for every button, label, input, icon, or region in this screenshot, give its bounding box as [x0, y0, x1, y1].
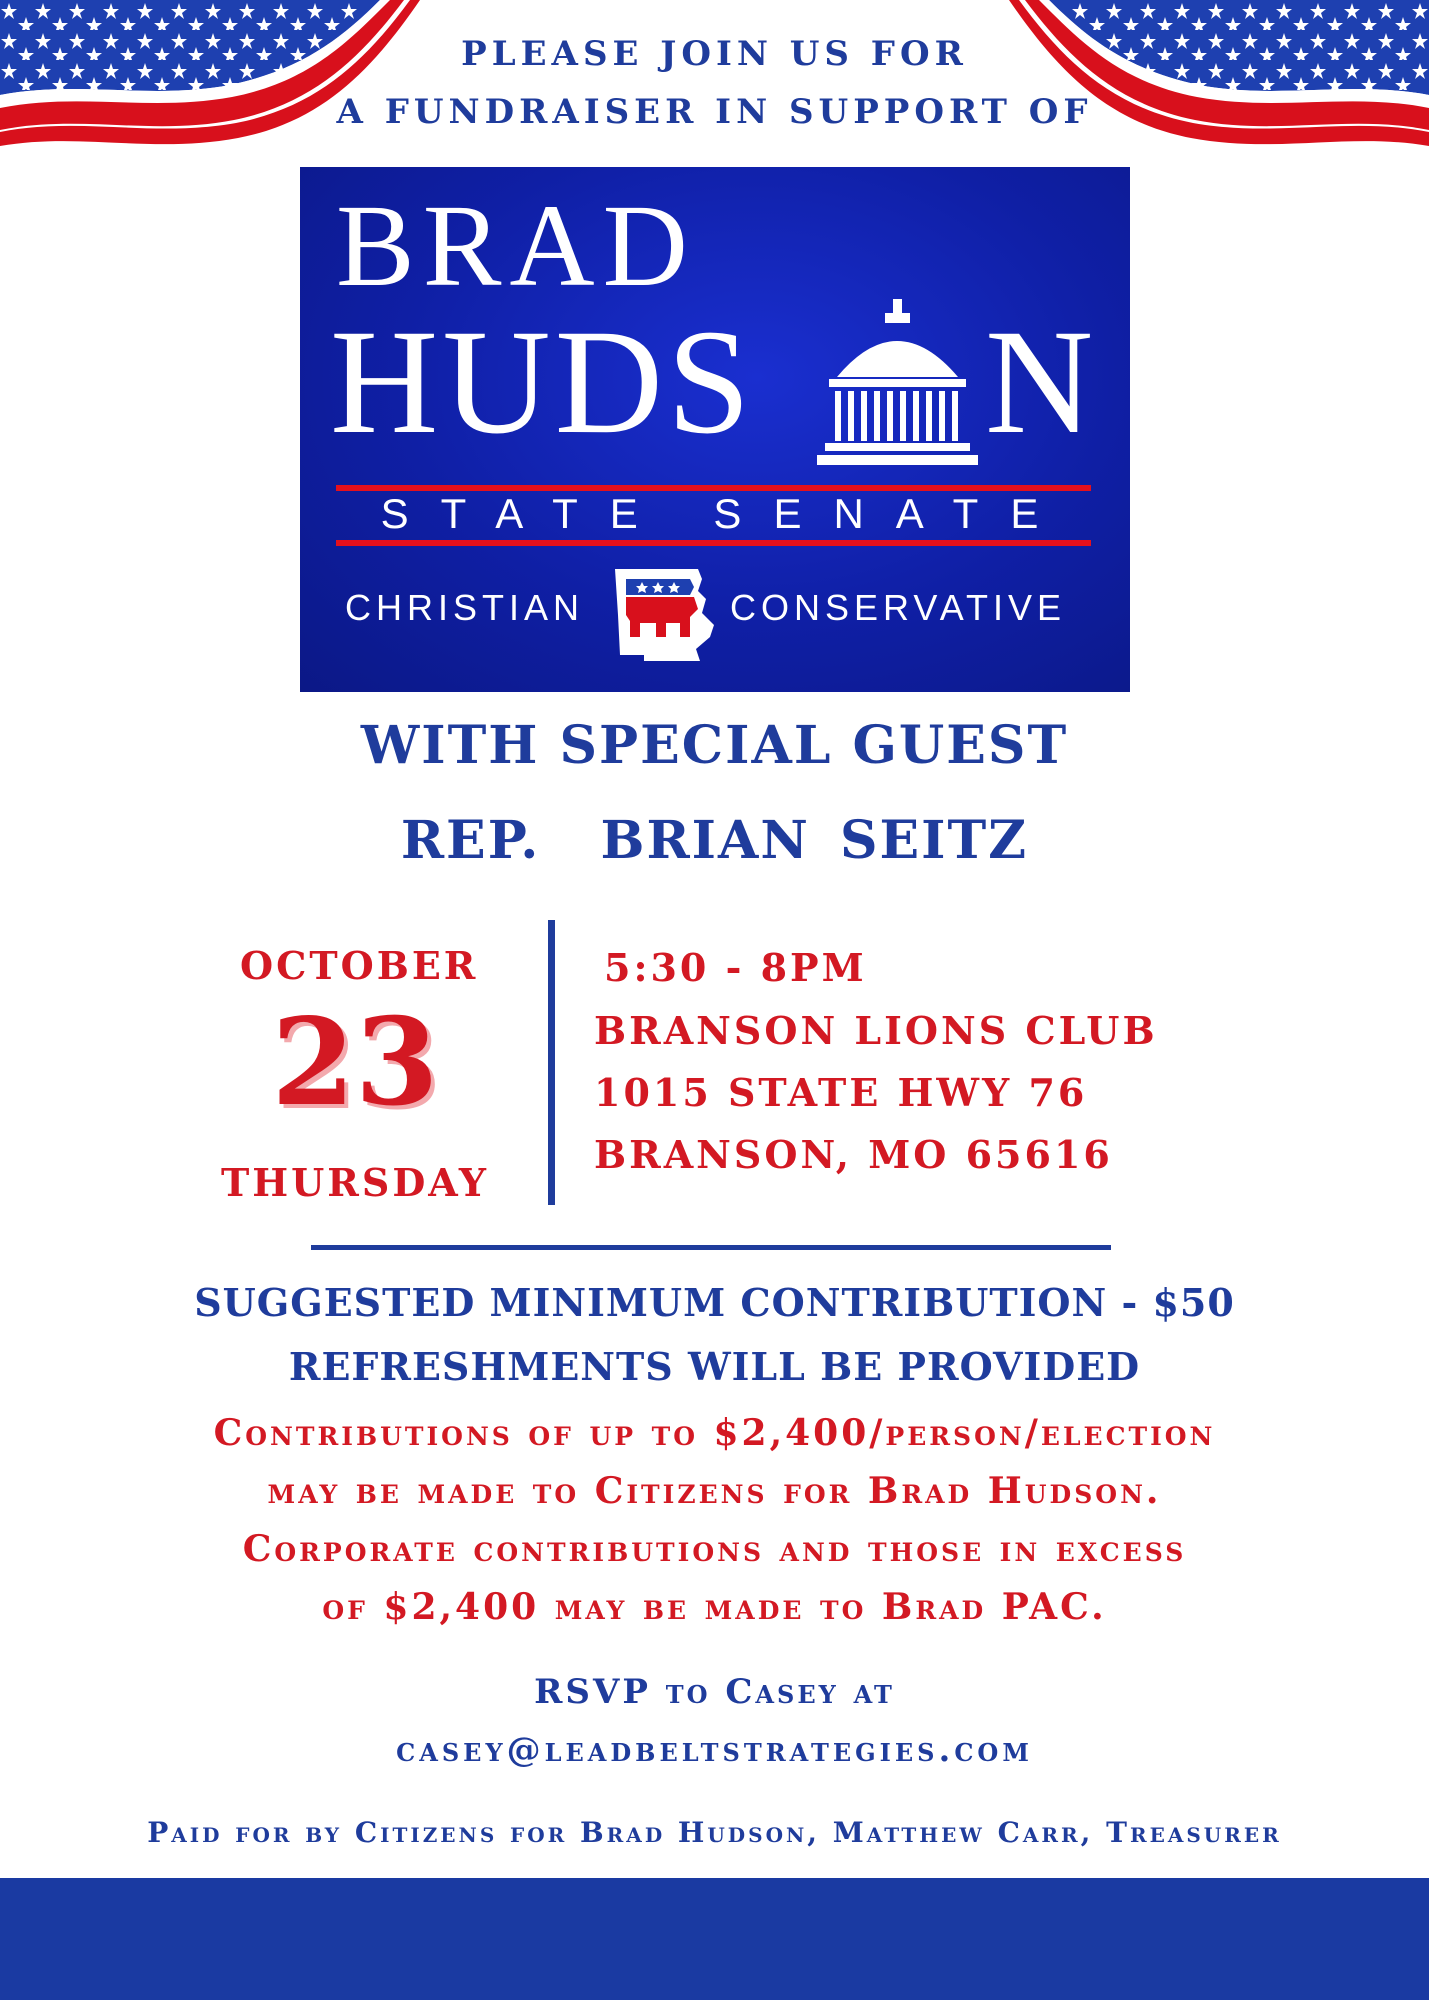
contribution-limit-line-2: may be made to Citizens for Brad Hudson.: [267, 1470, 1162, 1512]
logo-tag-conservative: CONSERVATIVE: [730, 587, 1067, 628]
venue-address: 1015 STATE HWY 76: [594, 1070, 1088, 1115]
american-flag-left-icon: [0, 0, 420, 160]
logo-first-name: BRAD: [336, 180, 696, 311]
section-divider: [311, 1245, 1111, 1250]
logo-last-name-suffix: N: [985, 299, 1094, 465]
invitation-line-2: A FUNDRAISER IN SUPPORT OF: [336, 92, 1093, 132]
contribution-limit-line-4: of $2,400 may be made to Brad PAC.: [322, 1586, 1107, 1628]
footer-band: [0, 1878, 1429, 2000]
minimum-contribution: SUGGESTED MINIMUM CONTRIBUTION - $50: [194, 1280, 1235, 1325]
american-flag-right-icon: [1009, 0, 1429, 160]
date-venue-divider: [548, 920, 555, 1205]
rsvp-email[interactable]: casey@leadbeltstrategies.com: [396, 1730, 1033, 1770]
invitation-line-1: PLEASE JOIN US FOR: [461, 34, 968, 74]
contribution-limit-line-1: Contributions of up to $2,400/person/election: [213, 1412, 1216, 1454]
event-month: OCTOBER: [240, 943, 479, 988]
refreshments-note: REFRESHMENTS WILL BE PROVIDED: [288, 1344, 1141, 1389]
special-guest-name: REP. BRIAN SEITZ: [400, 810, 1029, 871]
contribution-limit-line-3: Corporate contributions and those in excess: [242, 1528, 1187, 1570]
logo-office: STATE SENATE: [380, 490, 1071, 537]
event-time: 5:30 - 8PM: [604, 945, 867, 990]
logo-rule-bottom: [336, 540, 1091, 546]
venue-name: BRANSON LIONS CLUB: [594, 1008, 1158, 1053]
logo-last-name-prefix: HUDS: [330, 299, 755, 465]
missouri-elephant-icon: [610, 565, 720, 665]
rsvp-instruction: RSVP to Casey at: [534, 1672, 895, 1712]
capitol-dome-icon: [815, 297, 980, 472]
logo-tag-christian: CHRISTIAN: [345, 587, 585, 628]
paid-for-disclaimer: Paid for by Citizens for Brad Hudson, Matthew Carr, Treasurer: [147, 1816, 1282, 1849]
candidate-logo-panel: [300, 167, 1130, 692]
venue-city: BRANSON, MO 65616: [594, 1132, 1113, 1177]
event-weekday: THURSDAY: [220, 1160, 489, 1205]
event-day: 23: [271, 992, 439, 1133]
special-guest-heading: WITH SPECIAL GUEST: [360, 715, 1069, 776]
